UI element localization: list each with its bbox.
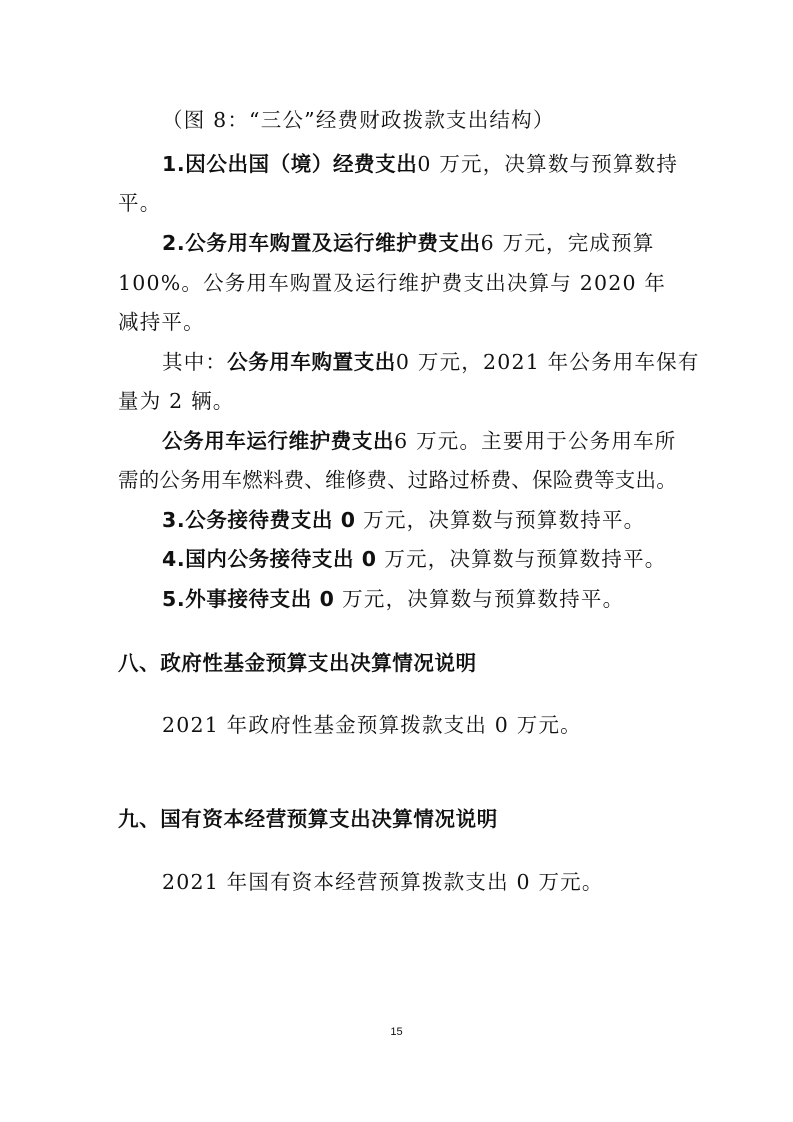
section-8-heading: 八、政府性基金预算支出决算情况说明 xyxy=(118,651,477,675)
purchase-text-2: 量为 2 辆。 xyxy=(118,389,235,413)
item-2-title: 2.公务用车购置及运行维护费支出 xyxy=(162,231,481,255)
item-3-text: 万元，决算数与预算数持平。 xyxy=(355,508,646,532)
operation-line-1 xyxy=(162,427,676,455)
figure-caption: （图 8：“三公”经费财政拨款支出结构） xyxy=(162,108,555,132)
purchase-prefix: 其中： xyxy=(162,350,228,374)
purchase-text-1: 0 万元，2021 年公务用车保有 xyxy=(395,350,700,374)
item-2-text-3: 减持平。 xyxy=(118,310,205,334)
section-9-heading: 九、国有资本经营预算支出决算情况说明 xyxy=(118,807,498,831)
item-3-title: 3.公务接待费支出 0 xyxy=(162,508,356,532)
item-5-title: 5.外事接待支出 0 xyxy=(162,587,335,611)
purchase-line-1 xyxy=(162,348,700,376)
operation-text-2: 需的公务用车燃料费、维修费、过路过桥费、保险费等支出。 xyxy=(118,468,677,492)
item-5-text: 万元，决算数与预算数持平。 xyxy=(334,587,625,611)
item-4-line xyxy=(162,545,666,573)
item-1-line-1 xyxy=(162,150,678,178)
item-3-line xyxy=(162,506,645,534)
section-9-text: 2021 年国有资本经营预算拨款支出 0 万元。 xyxy=(162,870,604,894)
item-2-line-1 xyxy=(162,229,655,257)
item-4-text: 万元，决算数与预算数持平。 xyxy=(376,547,667,571)
item-1-title: 1.因公出国（境）经费支出 xyxy=(162,152,418,176)
operation-text-1: 6 万元。主要用于公务用车所 xyxy=(394,429,677,453)
page-number: 15 xyxy=(390,1026,403,1038)
item-4-title: 4.国内公务接待支出 0 xyxy=(162,547,377,571)
item-1-text-2: 平。 xyxy=(118,191,162,215)
operation-title: 公务用车运行维护费支出 xyxy=(162,429,395,453)
item-2-text-1: 6 万元，完成预算 xyxy=(480,231,655,255)
item-2-text-2: 100%。公务用车购置及运行维护费支出决算与 2020 年 xyxy=(118,271,667,295)
purchase-title: 公务用车购置支出 xyxy=(227,350,396,374)
item-1-text-1: 0 万元，决算数与预算数持 xyxy=(417,152,679,176)
item-5-line xyxy=(162,585,624,613)
section-8-text: 2021 年政府性基金预算拨款支出 0 万元。 xyxy=(162,713,582,737)
